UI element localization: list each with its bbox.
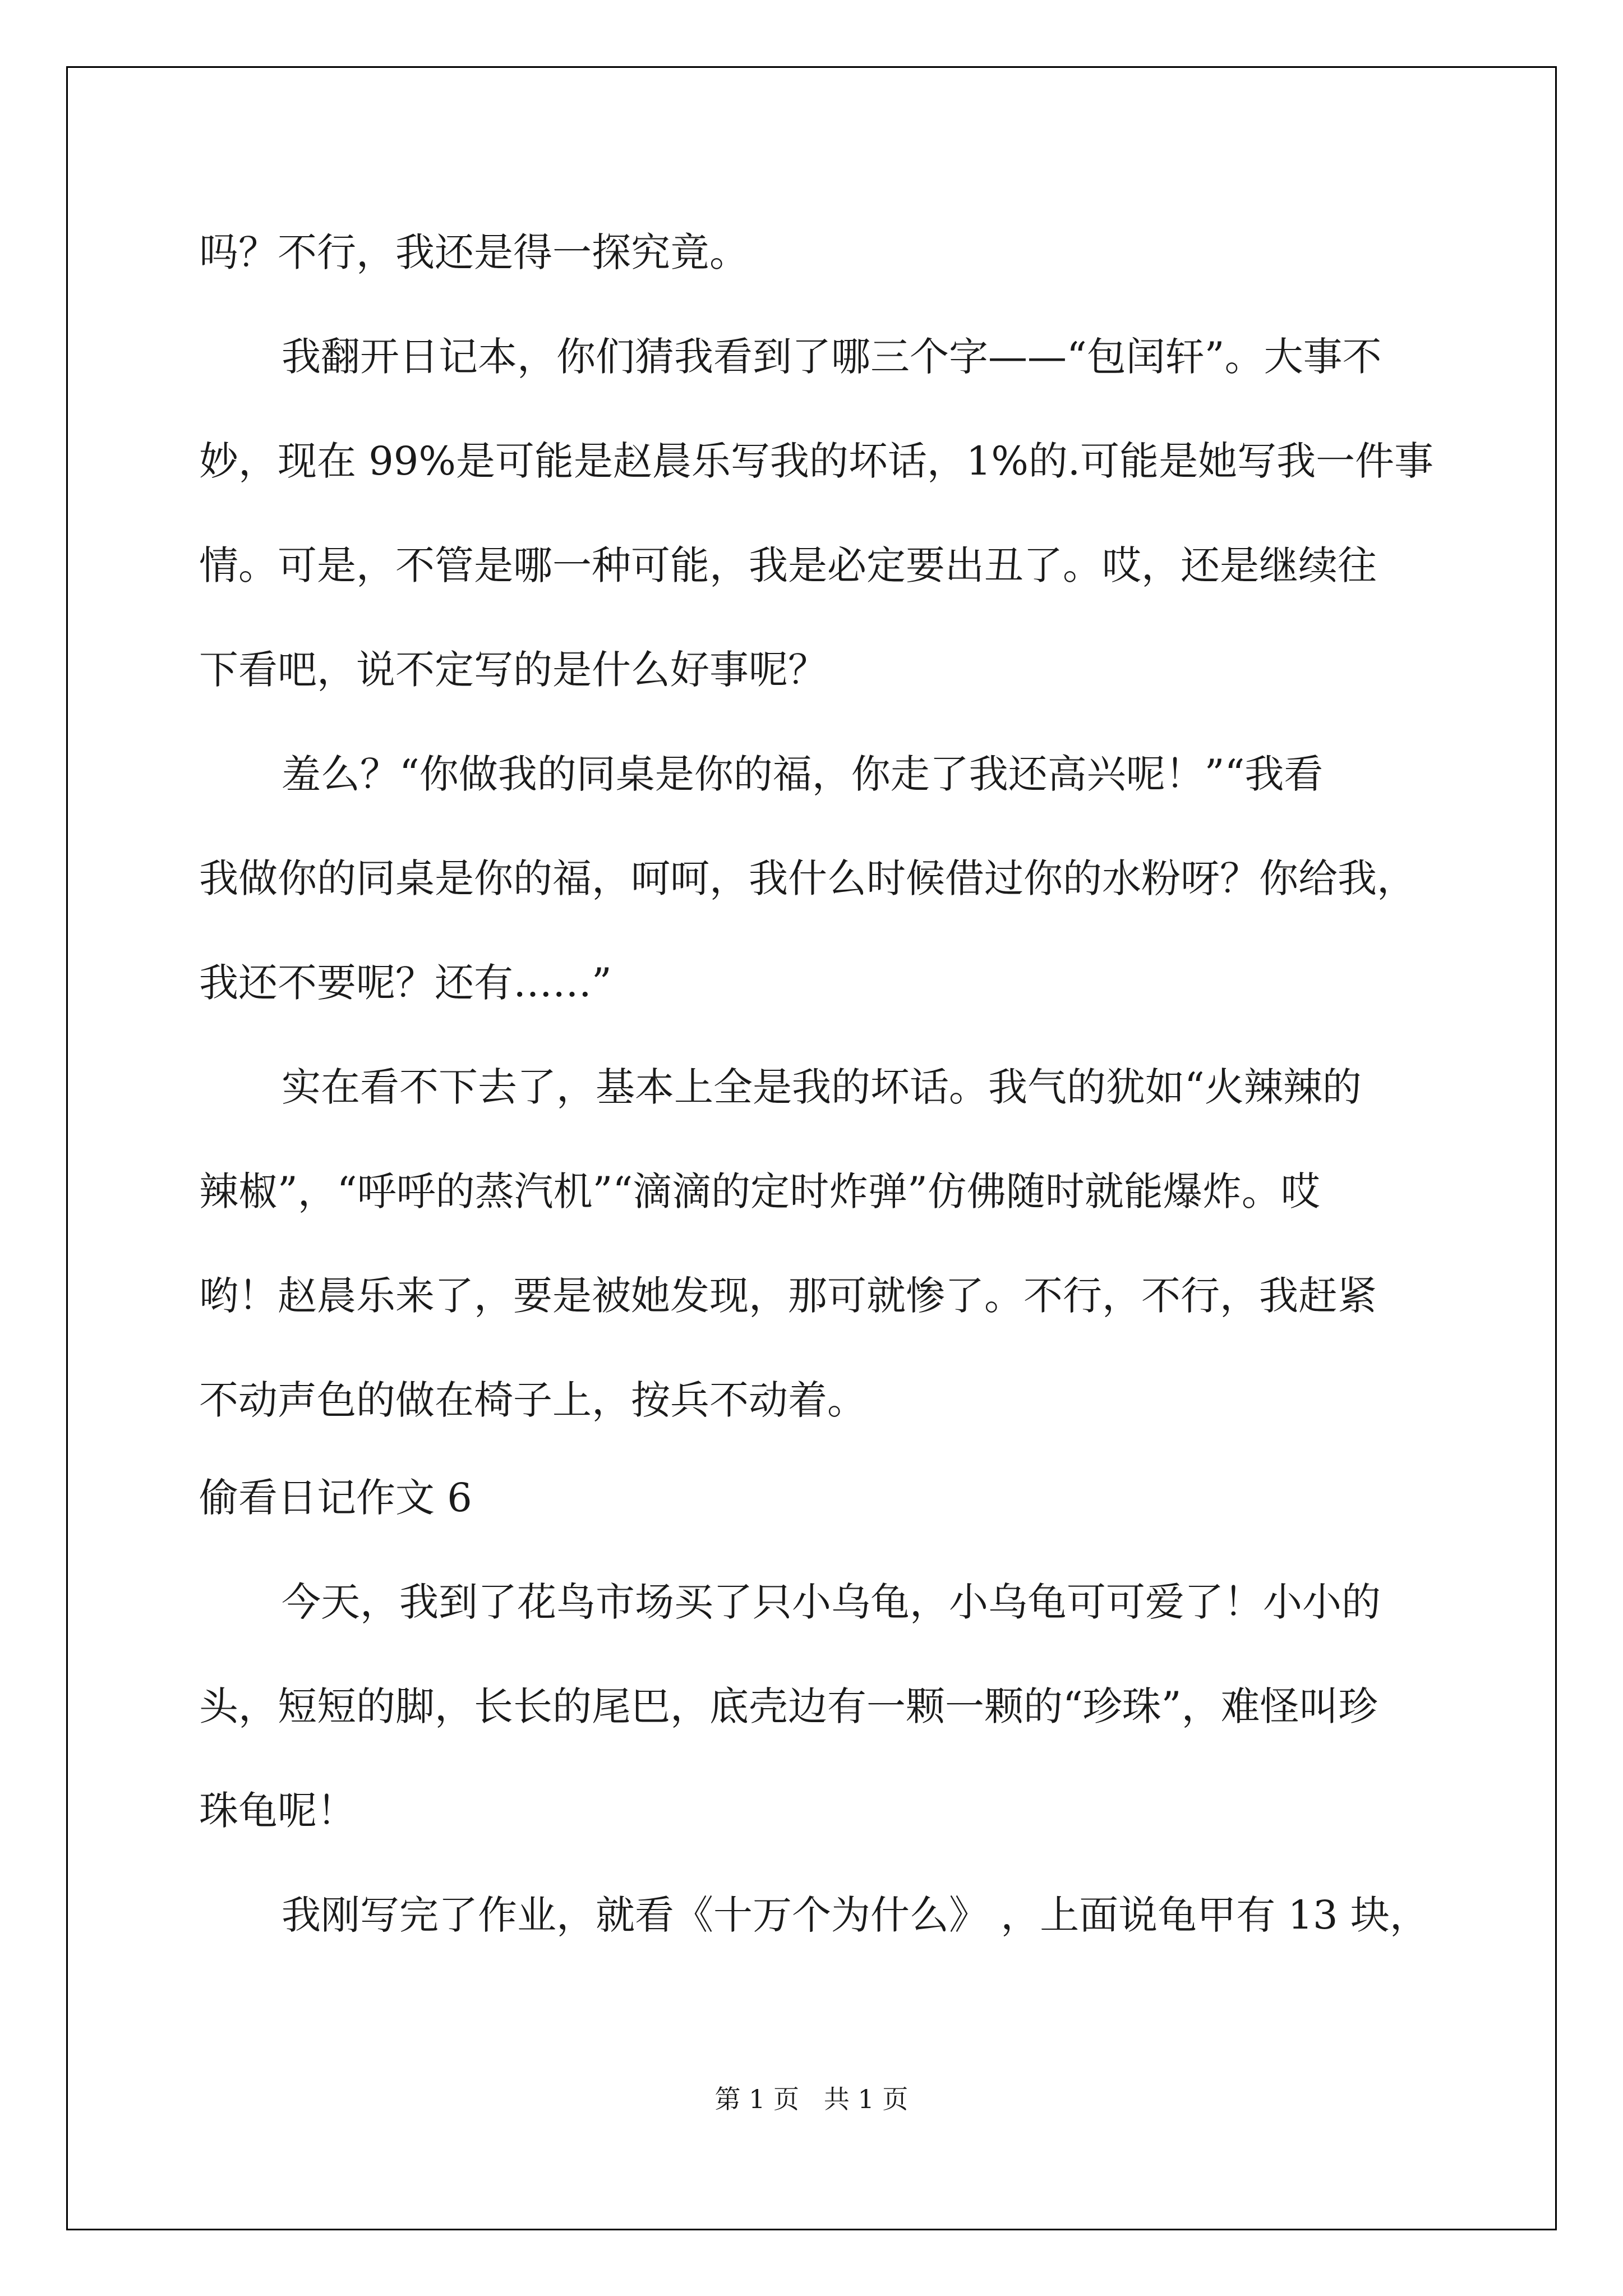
text-line-5: 下看吧，说不定写的是什么好事呢？	[199, 647, 827, 693]
text-line-1: 吗？不行，我还是得一探究竟。	[199, 229, 749, 275]
text-line-7: 我做你的同桌是你的福，呵呵，我什么时候借过你的水粉呀？你给我，	[199, 855, 1416, 901]
text-line-16: 珠龟呢！	[199, 1788, 356, 1834]
text-line-12: 不动声色的做在椅子上，按兵不动着。	[199, 1377, 866, 1423]
section-heading: 偷看日记作文 6	[199, 1475, 472, 1521]
text-line-2: 我翻开日记本，你们猜我看到了哪三个字——“包闰轩”。大事不	[282, 334, 1382, 380]
text-line-9: 实在看不下去了，基本上全是我的坏话。我气的犹如“火辣辣的	[282, 1064, 1362, 1110]
text-line-3: 妙，现在 99%是可能是赵晨乐写我的坏话，1%的.可能是她写我一件事	[199, 438, 1434, 484]
text-line-15: 头，短短的脚，长长的尾巴，底壳边有一颗一颗的“珍珠”，难怪叫珍	[199, 1683, 1378, 1729]
text-line-11: 哟！赵晨乐来了，要是被她发现，那可就惨了。不行，不行，我赶紧	[199, 1273, 1377, 1319]
text-line-14: 今天，我到了花鸟市场买了只小乌龟，小乌龟可可爱了！小小的	[282, 1579, 1381, 1625]
text-line-4: 情。可是，不管是哪一种可能，我是必定要出丑了。哎，还是继续往	[199, 542, 1377, 588]
text-line-17: 我刚写完了作业，就看《十万个为什么》 ，上面说龟甲有 13 块，	[282, 1892, 1429, 1938]
text-line-10: 辣椒”，“呼呼的蒸汽机”“滴滴的定时炸弹”仿佛随时就能爆炸。哎	[199, 1168, 1320, 1214]
text-line-8: 我还不要呢？还有……”	[199, 960, 612, 1006]
page-number-footer: 第 1 页 共 1 页	[714, 2084, 909, 2114]
text-line-6: 羞么？“你做我的同桌是你的福，你走了我还高兴呢！”“我看	[282, 751, 1324, 797]
